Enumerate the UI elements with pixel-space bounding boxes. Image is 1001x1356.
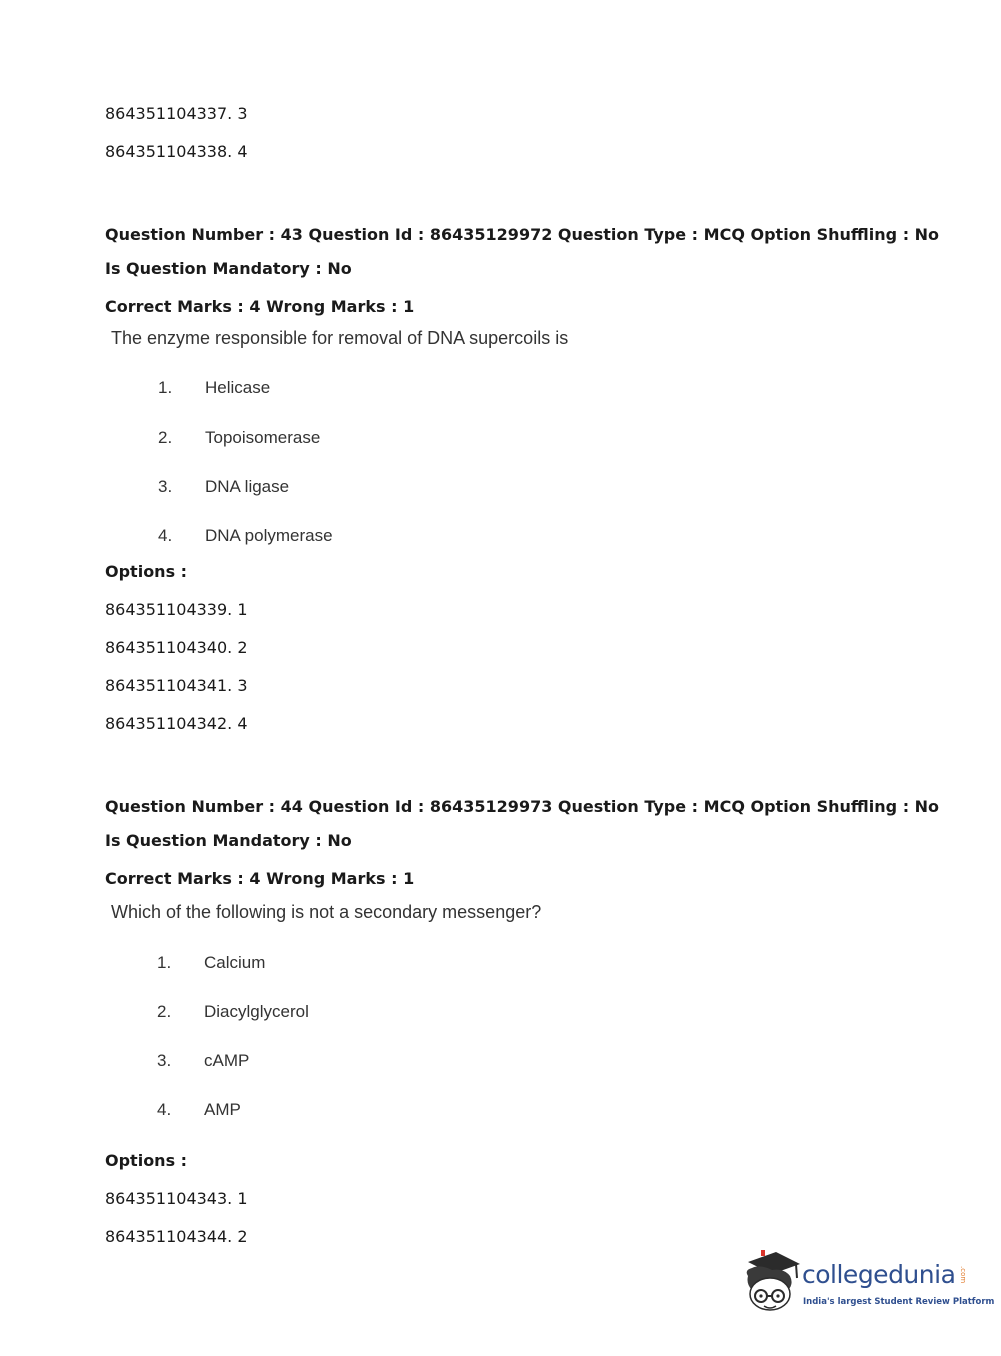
question-marks: Correct Marks : 4 Wrong Marks : 1 (105, 869, 415, 888)
options-label: Options : (105, 1151, 188, 1170)
choice-label: DNA ligase (205, 477, 290, 496)
choice-label: cAMP (204, 1051, 250, 1070)
collegedunia-logo (740, 1248, 995, 1320)
choice-label: Topoisomerase (205, 428, 321, 447)
choice-label: AMP (204, 1100, 241, 1119)
question-text: The enzyme responsible for removal of DNA supercoils is (111, 328, 569, 348)
option-id-line: 864351104337. 3 (105, 104, 248, 123)
question-text: Which of the following is not a secondary messenger? (111, 902, 542, 922)
choice-label: DNA polymerase (205, 526, 333, 545)
options-label: Options : (105, 562, 188, 581)
choice-number: 2. (157, 1002, 172, 1021)
choice-number: 4. (158, 526, 173, 545)
option-id-line: 864351104344. 2 (105, 1227, 248, 1246)
option-id-line: 864351104343. 1 (105, 1189, 248, 1208)
choice-number: 1. (158, 378, 173, 397)
option-id-line: 864351104338. 4 (105, 142, 248, 161)
logo-tagline: India's largest Student Review Platform (803, 1297, 995, 1307)
logo-dotcom: .com (959, 1266, 967, 1284)
option-id-line: 864351104340. 2 (105, 638, 248, 657)
question-header: Question Number : 44 Question Id : 86435129973 Question Type : MCQ Option Shuffling : No (105, 797, 940, 816)
option-id-line: 864351104339. 1 (105, 600, 248, 619)
choice-label: Diacylglycerol (204, 1002, 309, 1021)
choice-number: 4. (157, 1100, 172, 1119)
choice-number: 2. (158, 428, 173, 447)
choice-number: 1. (157, 953, 172, 972)
choice-number: 3. (157, 1051, 172, 1070)
option-id-line: 864351104342. 4 (105, 714, 248, 733)
question-header: Question Number : 43 Question Id : 86435129972 Question Type : MCQ Option Shuffling : No (105, 225, 940, 244)
question-mandatory: Is Question Mandatory : No (105, 259, 352, 278)
student-mascot-icon (740, 1248, 802, 1320)
choice-label: Calcium (204, 953, 266, 972)
question-marks: Correct Marks : 4 Wrong Marks : 1 (105, 297, 415, 316)
choice-number: 3. (158, 477, 173, 496)
choice-label: Helicase (205, 378, 271, 397)
question-mandatory: Is Question Mandatory : No (105, 831, 352, 850)
logo-wordmark: collegedunia (802, 1260, 956, 1289)
option-id-line: 864351104341. 3 (105, 676, 248, 695)
